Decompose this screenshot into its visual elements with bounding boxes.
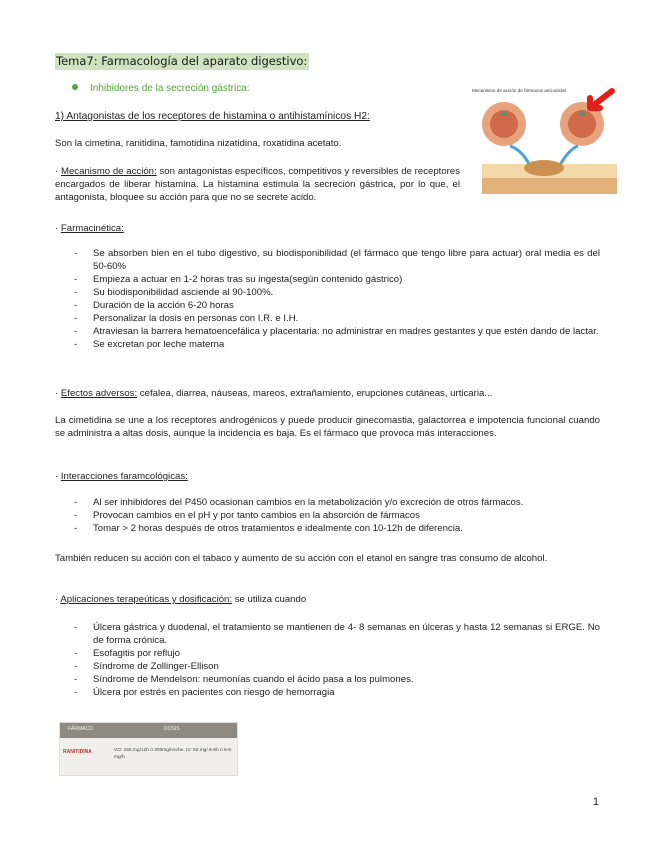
- list-item: - Síndrome de Mendelson: neumonías cuando el ácido pasa a los pulmones.: [74, 674, 414, 685]
- table-cell-drug: RANITIDINA: [63, 749, 92, 755]
- list-item: - Provocan cambios en el pH y por tanto cambios en la absorción de fármacos: [74, 510, 420, 521]
- table-header-farmaco: FÁRMACO: [68, 726, 93, 732]
- table-cell-dose: VO: 150 mg/12h ó 300mg/noche. IV: 50 mg/ 6-8h ó 6-8 mg/h: [114, 748, 231, 760]
- list-item: - Úlcera por estrés en pacientes con riesgo de hemorragia: [74, 687, 335, 698]
- section-bullet: [72, 83, 250, 94]
- list-item: - Duración de la acción 6-20 horas: [74, 300, 234, 311]
- list-item: - Se excretan por leche materna: [74, 339, 225, 350]
- list-item: - Tomar > 2 horas después de otros tratamientos e idealmente con 10-12h de diferencia.: [74, 523, 463, 534]
- list-item: - Síndrome de Zollinger-Ellison: [74, 661, 219, 672]
- list-item: - Personalizar la dosis en personas con I.R. e I.H.: [74, 313, 299, 324]
- farmacinetica-heading: · Farmacinética:: [55, 223, 124, 234]
- farmacinetica-list: [55, 247, 600, 351]
- farmacinetica-label: Farmacinética:: [60, 223, 124, 234]
- list-item: - Esofagitis por reflujo: [74, 648, 180, 659]
- figure-caption: Mecanismo de acción de fármacos anti-acidos: [472, 88, 567, 93]
- aplicaciones-label: Aplicaciones terapeúticas y dosificación:: [60, 594, 233, 605]
- interacciones-heading: · Interacciones faramcológicas:: [55, 471, 188, 482]
- table-header-dosis: DOSIS: [164, 726, 180, 732]
- list-item: - Al ser inhibidores del P450 ocasionan cambios en la metabolización y/o excreción de otros fármacos.: [74, 497, 524, 508]
- interacciones-label: Interacciones faramcológicas:: [60, 471, 188, 482]
- list-item: - Atraviesan la barrera hematoencefálica y placentaria: no administrar en madres gestantes y que estén dando de lactar.: [74, 326, 599, 337]
- list-item: - Se absorben bien en el tubo digestivo, su biodisponibilidad (el fármaco que tengo libre para actuar) oral media es del 50-60%: [74, 248, 600, 272]
- table-header: [60, 723, 237, 738]
- dosage-table-image: [59, 722, 238, 776]
- efectos-label: Efectos adversos:: [60, 388, 138, 399]
- interacciones-list: [55, 496, 600, 535]
- aplicaciones-heading: · Aplicaciones terapeúticas y dosificación: se utiliza cuando: [55, 594, 307, 605]
- page-title: Tema7: Farmacología del aparato digestivo:: [56, 54, 308, 68]
- list-item: - Su biodisponibilidad asciende al 90-100%.: [74, 287, 274, 298]
- cimetidina-paragraph: La cimetidina se une a los receptores androgénicos y puede producir ginecomastia, galactorrea e impotencia funcional cuando se administra a altas dosis, aunque la incidencia es baja. Es el fármaco que provoca más interacciones.: [55, 415, 600, 439]
- red-arrow-icon: [590, 91, 612, 108]
- page-number: 1: [592, 796, 599, 808]
- efectos-text: cefalea, diarrea, náuseas, mareos, extrañamiento, erupciones cutáneas, urticaria...: [137, 388, 493, 399]
- aplicaciones-text: se utiliza cuando: [232, 594, 307, 605]
- subsection-title: 1) Antagonistas de los receptores de histamina o antihistamínicos H2:: [55, 111, 370, 122]
- mecanismo-label: Mecanismo de acción:: [60, 166, 157, 177]
- mecanismo-paragraph: · Mecanismo de acción: son antagonistas específicos, competitivos y reversibles de receptores encargados de liberar histamina. La histamina estimula la secreción gástrica, por lo que, el antagonista, bloquee su acción para que no se secrete acido.: [55, 166, 460, 203]
- efectos-paragraph: · Efectos adversos: cefalea, diarrea, náuseas, mareos, extrañamiento, erupciones cutáneas, urticaria...: [55, 388, 493, 399]
- intro-paragraph: Son la cimetina, ranitidina, famotidina nizatidina, roxatidina acetato.: [55, 138, 342, 149]
- aplicaciones-list: [55, 621, 600, 699]
- bullet-dot-icon: [72, 84, 78, 90]
- list-item: - Empieza a actuar en 1-2 horas tras su ingesta(según contenido gástrico): [74, 274, 403, 285]
- section-bullet-text: Inhibidores de la secreción gástrica:: [90, 83, 250, 94]
- tabaco-paragraph: También reducen su acción con el tabaco y aumento de su acción con el etanol en sangre tras consumo de alcohol.: [55, 553, 548, 564]
- list-item: - Úlcera gástrica y duodenal, el tratamiento se mantienen de 4- 8 semanas en úlceras y hasta 12 semanas si ERGE. No de forma crónica.: [74, 622, 600, 646]
- mecanismo-text: son antagonistas específicos, competitivos y reversibles de receptores encargados de liberar histamina. La histamina estimula la secreción gástrica, por lo que, el antagonista, bloquee su acción para que no se secrete acido.: [55, 166, 460, 203]
